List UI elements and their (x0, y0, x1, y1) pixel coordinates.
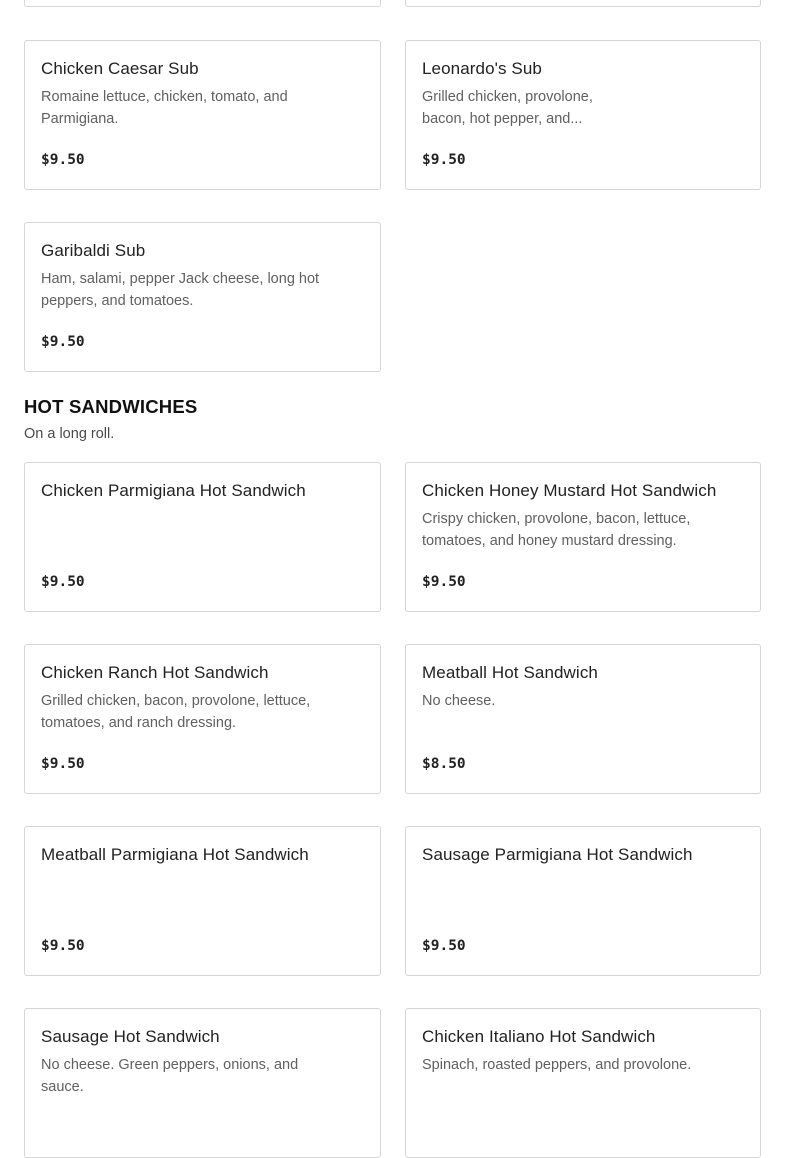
menu-item-description: Grilled chicken, bacon, provolone, lettuce, tomatoes, and ranch dressing. (41, 693, 311, 731)
menu-item-price: $9.50 (41, 334, 85, 350)
menu-item-card[interactable] (24, 40, 381, 190)
menu-item-title: Chicken Ranch Hot Sandwich (41, 663, 269, 682)
menu-item-price: $9.50 (41, 756, 85, 772)
menu-item-title: Chicken Caesar Sub (41, 59, 199, 78)
menu-item-title: Chicken Parmigiana Hot Sandwich (41, 481, 306, 500)
menu-item-card[interactable] (405, 462, 761, 612)
menu-item-price: $9.50 (422, 152, 466, 168)
menu-item-card[interactable] (405, 1008, 761, 1158)
menu-item-card[interactable] (405, 644, 761, 794)
section-subtitle: On a long roll. (24, 426, 115, 442)
menu-item-description: Ham, salami, pepper Jack cheese, long hot peppers, and tomatoes. (41, 271, 320, 309)
menu-item-price: $9.50 (422, 938, 466, 954)
section-title: HOT SANDWICHES (24, 396, 198, 417)
menu-item-title: Garibaldi Sub (41, 241, 146, 260)
menu-item-card-partial[interactable] (24, 0, 381, 7)
menu-item-card[interactable] (24, 644, 381, 794)
menu-item-card[interactable] (24, 1008, 381, 1158)
menu-item-card[interactable] (24, 222, 381, 372)
menu-item-title: Chicken Italiano Hot Sandwich (422, 1027, 656, 1046)
menu-item-description: Spinach, roasted peppers, and provolone. (422, 1057, 692, 1073)
menu-item-description: Crispy chicken, provolone, bacon, lettuce, tomatoes, and honey mustard dressing. (422, 511, 691, 549)
menu-item-price: $8.50 (422, 756, 466, 772)
menu-item-title: Meatball Hot Sandwich (422, 663, 598, 682)
menu-item-title: Meatball Parmigiana Hot Sandwich (41, 845, 309, 864)
menu-item-price: $9.50 (41, 152, 85, 168)
menu-item-description: Romaine lettuce, chicken, tomato, and Parmigiana. (41, 89, 288, 127)
menu-item-price: $9.50 (422, 574, 466, 590)
menu-item-description: Grilled chicken, provolone, bacon, hot pepper, and... (422, 89, 593, 127)
menu-item-title: Chicken Honey Mustard Hot Sandwich (422, 481, 717, 500)
menu-item-card[interactable] (405, 826, 761, 976)
menu-item-title: Sausage Parmigiana Hot Sandwich (422, 845, 693, 864)
menu-item-title: Sausage Hot Sandwich (41, 1027, 220, 1046)
menu-item-card[interactable] (405, 40, 761, 190)
menu-item-description: No cheese. Green peppers, onions, and sauce. (41, 1057, 299, 1095)
menu-item-card[interactable] (24, 826, 381, 976)
menu-item-description: No cheese. (422, 693, 496, 709)
menu-item-price: $9.50 (41, 938, 85, 954)
menu-item-price: $9.50 (41, 574, 85, 590)
menu-item-title: Leonardo's Sub (422, 59, 542, 78)
menu-item-card-partial[interactable] (405, 0, 761, 7)
menu-item-card[interactable] (24, 462, 381, 612)
